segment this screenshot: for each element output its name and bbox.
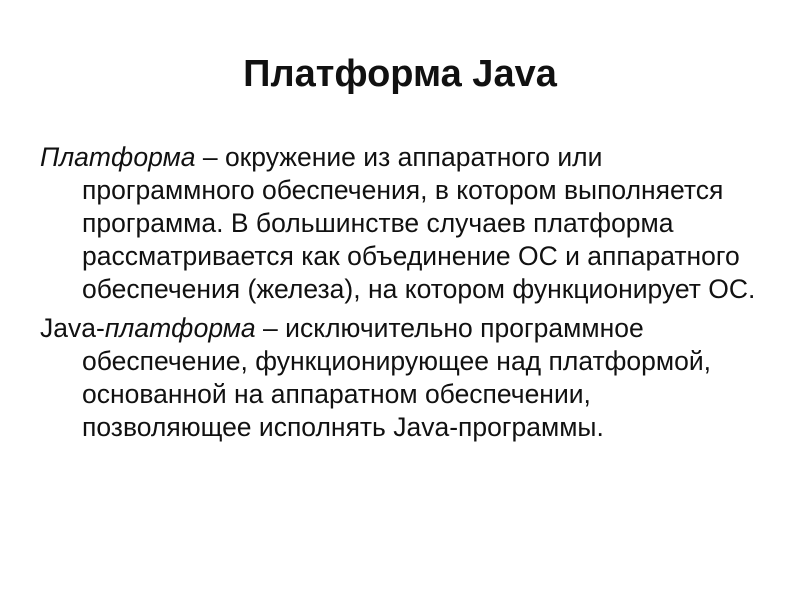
paragraph-text: – окружение из аппаратного или программного обеспечения, в котором выполняется программа. В большинстве случаев платформа рассматривается как объединение ОС и аппаратного обеспечения (железа), на котором функционирует ОС. [82,142,756,304]
slide-title: Платформа Java [243,53,557,95]
paragraph-text: – исключительно программное обеспечение, функционирующее над платформой, основанной на аппаратном обеспечении, позволяющее исполнять Java-программы. [82,313,712,442]
paragraph-lead-plain: Java- [40,313,105,343]
paragraph-lead-italic: Платформа [40,142,196,172]
paragraph-lead-italic: платформа [104,313,256,343]
paragraph-java-platform-definition [40,312,760,444]
paragraph-platform-definition [40,141,760,306]
slide-body [40,141,760,450]
